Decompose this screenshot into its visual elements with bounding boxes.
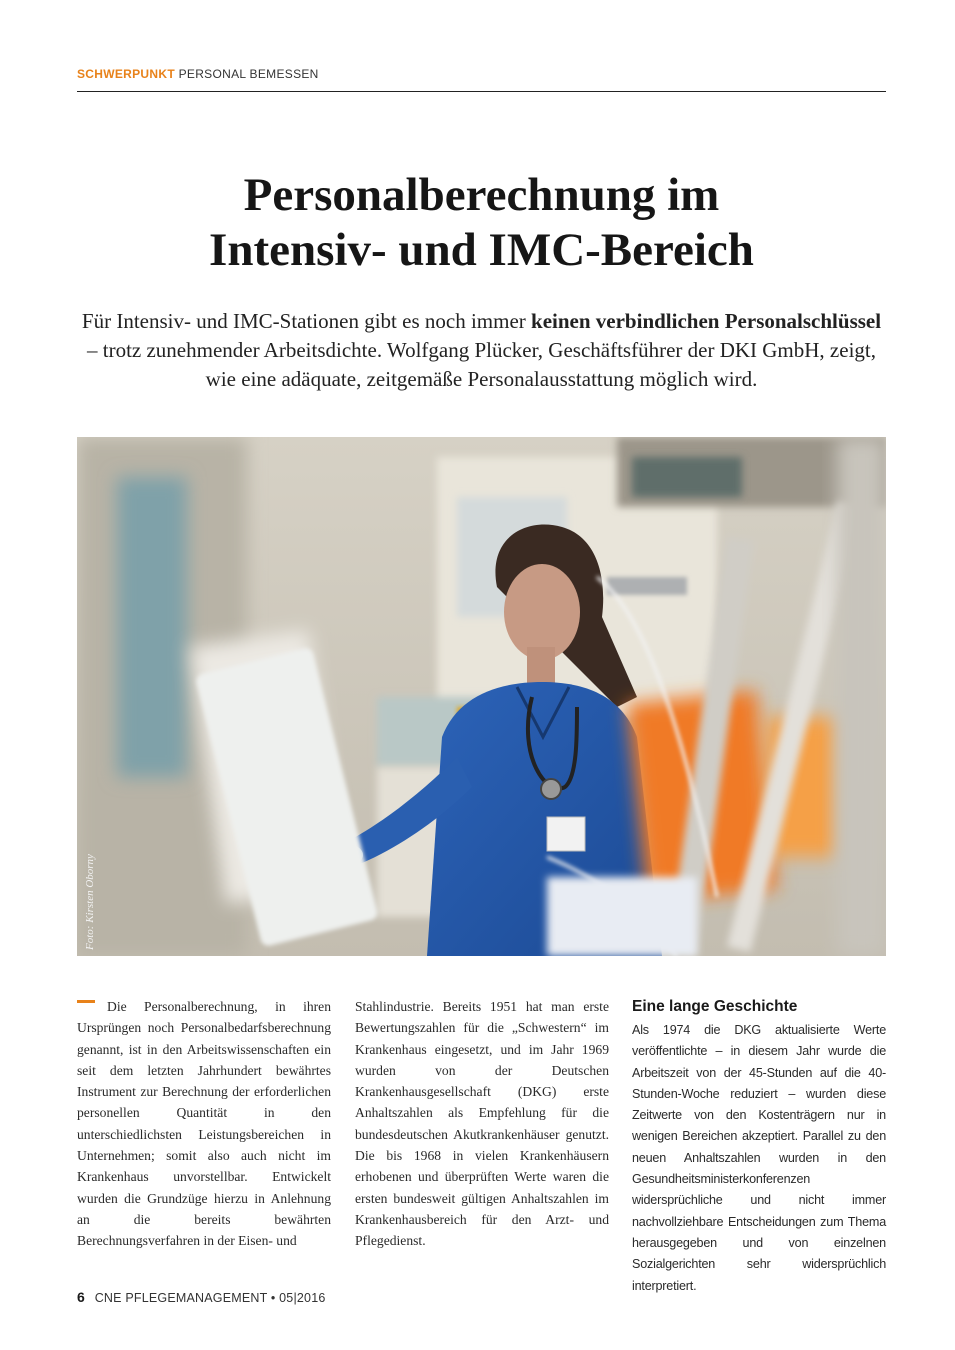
- header-rule: [77, 91, 886, 92]
- article-lede: [77, 307, 886, 394]
- body-column-3: [632, 996, 886, 1297]
- col1-text: Die Personalberechnung, in ihren Ursprüngen noch Personalbedarfsberechnung genannt, ist in den Arbeitswissenschaften ein seit dem letzten Jahrhundert bewährtes Instrument zur Berechnung der erforderlichen personellen Quantität in den unterschiedlichsten Leistungsbereichen in Unternehmen; somit also auch nicht im Krankenhaus unvorstellbar. Entwickelt wurden die Grundzüge hierzu in Anlehnung an die bereits bewährten Berechnungsverfahren in der Eisen- und: [77, 999, 331, 1249]
- article-title: [77, 168, 886, 278]
- body-column-1: [77, 996, 331, 1252]
- body-column-2: [355, 996, 609, 1252]
- section-heading: Eine lange Geschichte: [632, 998, 798, 1015]
- photo-credit: Foto: Kirsten Oborny: [84, 854, 96, 950]
- article-photo: [77, 437, 886, 956]
- title-line-1: Personalberechnung im: [243, 169, 720, 221]
- lede-text-2: – trotz zunehmender Arbeitsdichte. Wolfgang Plücker, Geschäftsführer der DKI GmbH, zeigt, wie eine adäquate, zeitgemäße Personalausstattung möglich wird.: [87, 338, 876, 391]
- col2-text: Stahlindustrie. Bereits 1951 hat man erste Bewertungszahlen für die „Schwestern“ im Krankenhaus eingesetzt, und im Jahr 1969 wurden von der Deutschen Krankenhausgesellschaft (DKG) erste Anhaltszahlen als Empfehlung für die bundesdeutschen Akutkrankenhäuser genutzt. Die bis 1968 in vielen Krankenhäusern erhobenen und überprüften Werte waren die ersten bundesweit gültigen Anhaltszahlen im Krankenhausbereich für den Arzt- und Pflegedienst.: [355, 999, 609, 1249]
- lede-emphasis: keinen verbindlichen Personalschlüssel: [531, 309, 882, 333]
- page-number: 6: [77, 1289, 85, 1305]
- running-header: [77, 67, 886, 81]
- topic-label: PERSONAL BEMESSEN: [178, 67, 319, 81]
- title-line-2: Intensiv- und IMC-Bereich: [209, 224, 754, 276]
- publication-info: CNE PFLEGEMANAGEMENT • 05|2016: [94, 1291, 326, 1305]
- section-label: SCHWERPUNKT: [77, 67, 175, 81]
- lede-text-1: Für Intensiv- und IMC-Stationen gibt es noch immer: [81, 309, 532, 333]
- accent-dash: [77, 1000, 95, 1003]
- col3-text: Als 1974 die DKG aktualisierte Werte veröffentlichte – in diesem Jahr wurde die Arbeitszeit von der 45-Stunden auf die 40-Stunden-Woche reduziert – wurden diese Zeitwerte von den Kostenträgern nur in wenigen Bereichen akzeptiert. Parallel zu den neuen Anhaltszahlen wurden in den Gesundheitsministerkonferenzen widersprüchliche und nicht immer nachvollziehbare Entscheidungen zum Thema herausgegeben und von einzelnen Sozialgerichten sehr widersprüchlich interpretiert.: [632, 1023, 886, 1293]
- page-footer: [77, 1289, 326, 1305]
- photo-illustration: [77, 437, 886, 956]
